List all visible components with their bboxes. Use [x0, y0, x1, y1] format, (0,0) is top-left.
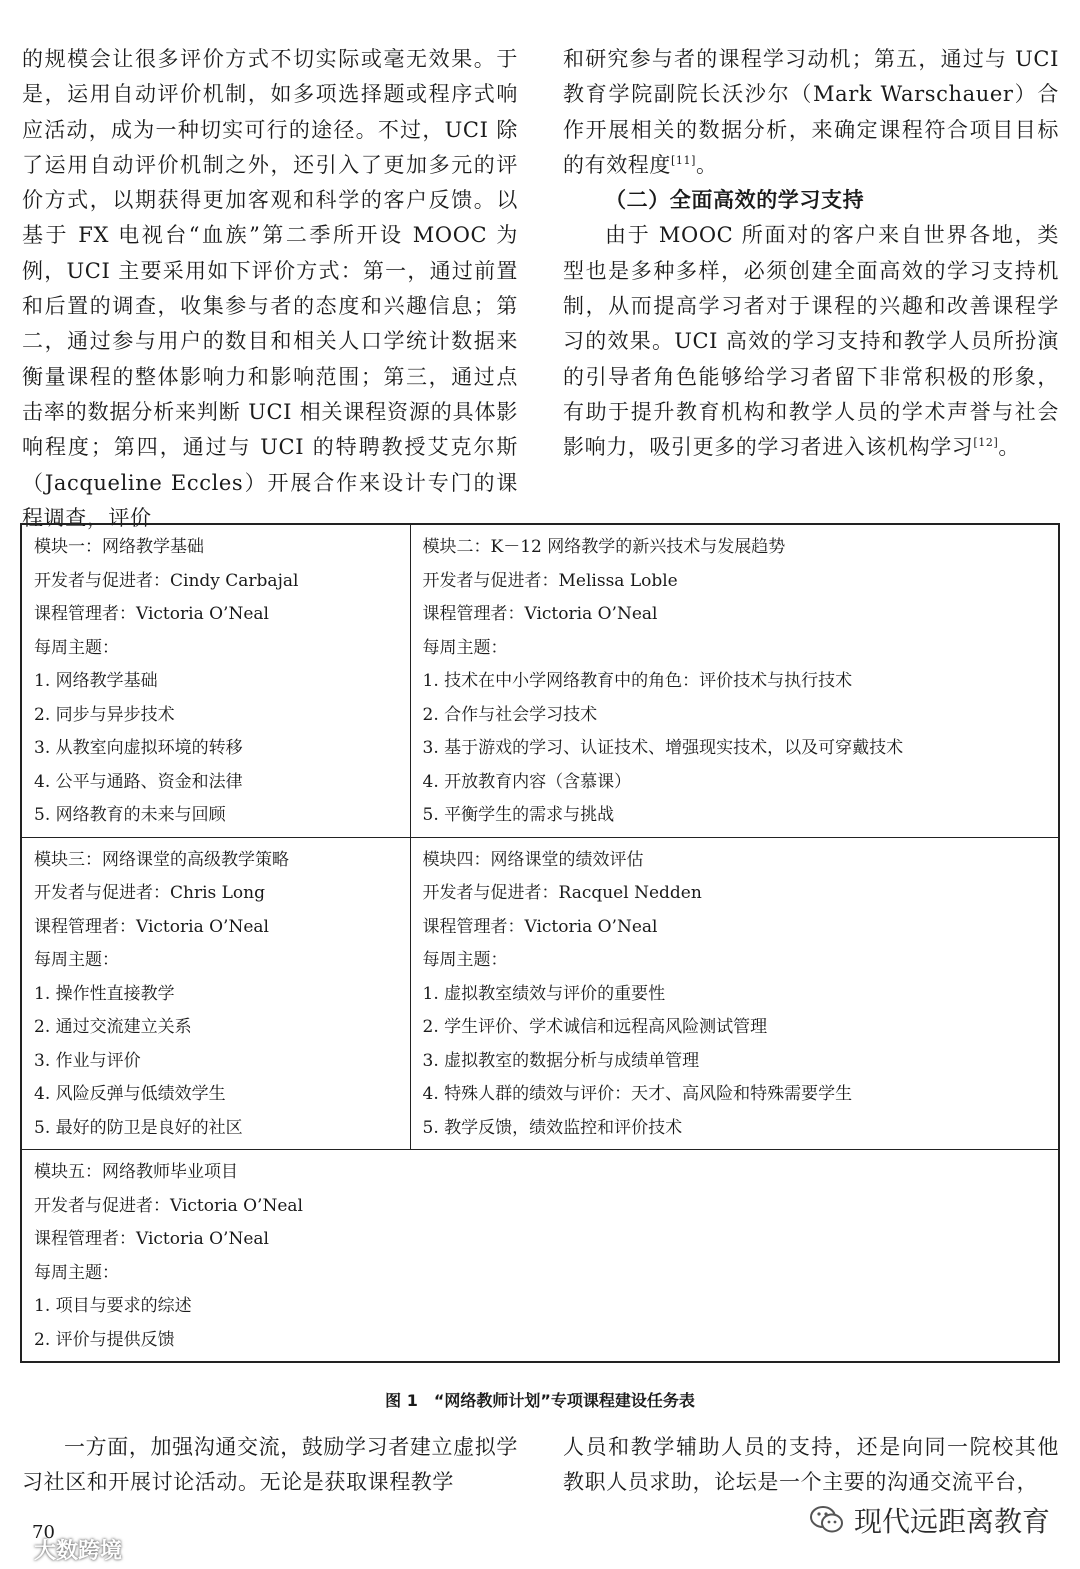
module-developer: 开发者与促进者：Melissa Loble	[422, 570, 678, 591]
module-title: 模块四：网络课堂的绩效评估	[422, 849, 644, 870]
paragraph-end: 。	[998, 435, 1020, 460]
module-topics-label: 每周主题：	[422, 637, 508, 658]
bottom-right-column	[563, 1430, 1059, 1501]
module-developer: 开发者与促进者：Racquel Nedden	[422, 883, 702, 903]
citation-ref: [11]	[671, 153, 696, 167]
module-topics-label: 每周主题：	[422, 950, 508, 970]
module-topic: 4. 公平与通路、资金和法律	[34, 771, 243, 792]
body-paragraph	[563, 42, 1059, 183]
module-title: 模块五：网络教师毕业项目	[34, 1162, 238, 1182]
module-topic: 1. 技术在中小学网络教育中的角色：评价技术与执行技术	[422, 671, 853, 691]
module-topic: 3. 基于游戏的学习、认证技术、增强现实技术，以及可穿戴技术	[422, 738, 904, 758]
module-topics-label: 每周主题：	[34, 1262, 119, 1283]
module-topic: 3. 从教室向虚拟环境的转移	[34, 738, 243, 758]
module-cell	[410, 524, 1059, 837]
module-developer: 开发者与促进者：Victoria O’Neal	[34, 1195, 303, 1216]
wechat-icon	[808, 1504, 846, 1536]
module-topic: 3. 虚拟教室的数据分析与成绩单管理	[422, 1050, 700, 1071]
module-cell	[410, 837, 1059, 1150]
citation-ref: [12]	[973, 436, 999, 450]
top-right-column	[563, 42, 1059, 466]
module-topic: 1. 操作性直接教学	[34, 983, 175, 1004]
module-manager: 课程管理者：Victoria O’Neal	[34, 916, 269, 937]
module-manager: 课程管理者：Victoria O’Neal	[422, 916, 658, 937]
paragraph-text: 和研究参与者的课程学习动机；第五，通过与 UCI 教育学院副院长沃沙尔（Mark Warschauer）合作开展相关的数据分析，来确定课程符合项目目标的有效程度	[563, 47, 1059, 177]
page-number: 70	[32, 1522, 55, 1543]
module-topic: 4. 风险反弹与低绩效学生	[34, 1084, 226, 1104]
top-left-column	[22, 42, 518, 536]
figure-caption: 图 1 “网络教师计划”专项课程建设任务表	[385, 1391, 695, 1410]
table-row	[21, 1150, 1059, 1363]
body-paragraph: 人员和教学辅助人员的支持，还是向同一院校其他教职人员求助，论坛是一个主要的沟通交流平台，	[563, 1435, 1059, 1495]
watermark-left	[0, 1533, 122, 1565]
table-row	[21, 837, 1059, 1150]
module-title: 模块三：网络课堂的高级教学策略	[34, 849, 289, 870]
logo-icon	[0, 1535, 28, 1563]
module-topic: 2. 合作与社会学习技术	[422, 704, 598, 725]
module-developer: 开发者与促进者：Cindy Carbajal	[34, 570, 299, 591]
module-topic: 2. 通过交流建立关系	[34, 1017, 192, 1037]
module-topic: 3. 作业与评价	[34, 1050, 141, 1071]
watermark-right-text: 现代远距离教育	[853, 1505, 1050, 1538]
course-task-table	[20, 523, 1060, 1363]
module-title: 模块二：K－12 网络教学的新兴技术与发展趋势	[422, 537, 786, 557]
module-topic: 4. 特殊人群的绩效与评价：天才、高风险和特殊需要学生	[422, 1084, 853, 1104]
module-topic: 2. 学生评价、学术诚信和远程高风险测试管理	[422, 1017, 768, 1037]
paragraph-end: 。	[695, 152, 718, 177]
watermark-left-text: 大数跨境	[34, 1538, 123, 1564]
module-topic: 5. 网络教育的未来与回顾	[34, 805, 226, 825]
module-topic: 2. 同步与异步技术	[34, 704, 175, 725]
module-topic: 1. 虚拟教室绩效与评价的重要性	[422, 983, 666, 1004]
module-manager: 课程管理者：Victoria O’Neal	[422, 604, 658, 624]
paragraph-text: 由于 MOOC 所面对的客户来自世界各地，类型也是多种多样，必须创建全面高效的学习支持机制，从而提高学习者对于课程的兴趣和改善课程学习的效果。UCI 高效的学习支持和教学人员所扮演的引导者角色能够给学习者留下非常积极的形象，有助于提升教育机构和教学人员的学术声誉与社会影响力，吸引更多的学习者进入该机构学习	[563, 223, 1059, 460]
module-topic: 5. 最好的防卫是良好的社区	[34, 1117, 243, 1138]
module-topic: 4. 开放教育内容（含慕课）	[422, 771, 632, 792]
module-topics-label: 每周主题：	[34, 637, 119, 658]
watermark-right	[802, 1498, 1054, 1542]
body-paragraph	[563, 218, 1059, 465]
table-row	[21, 524, 1059, 837]
bottom-left-column	[22, 1430, 518, 1501]
module-topic: 2. 评价与提供反馈	[34, 1329, 175, 1350]
module-cell	[21, 524, 410, 837]
body-paragraph: 的规模会让很多评价方式不切实际或毫无效果。于是，运用自动评价机制，如多项选择题或程序式响应活动，成为一种切实可行的途径。不过，UCI 除了运用自动评价机制之外，还引入了更加多元的评价方式，以期获得更加客观和科学的客户反馈。以基于 FX 电视台“血族”第二季所开设 MOOC 为例，UCI 主要采用如下评价方式：第一，通过前置和后置的调查，收集参与者的态度和兴趣信息；第二，通过参与用户的数目和相关人口学统计数据来衡量课程的整体影响力和影响范围；第三，通过点击率的数据分析来判断 UCI 相关课程资源的具体影响程度；第四，通过与 UCI 的特聘教授艾克尔斯（Jacqueline Eccles）开展合作来设计专门的课程调查，评价	[22, 47, 518, 530]
body-paragraph: 一方面，加强沟通交流，鼓励学习者建立虚拟学习社区和开展讨论活动。无论是获取课程教学	[22, 1435, 518, 1495]
module-topic: 1. 项目与要求的综述	[34, 1296, 192, 1316]
module-topics-label: 每周主题：	[34, 950, 119, 970]
module-topic: 1. 网络教学基础	[34, 671, 158, 691]
module-cell	[21, 1150, 1059, 1363]
module-developer: 开发者与促进者：Chris Long	[34, 883, 266, 903]
module-topic: 5. 平衡学生的需求与挑战	[422, 805, 615, 825]
module-manager: 课程管理者：Victoria O’Neal	[34, 1229, 269, 1249]
module-cell	[21, 837, 410, 1150]
section-subheading: （二）全面高效的学习支持	[605, 188, 865, 213]
module-manager: 课程管理者：Victoria O’Neal	[34, 604, 269, 624]
module-title: 模块一：网络教学基础	[34, 537, 204, 557]
module-topic: 5. 教学反馈，绩效监控和评价技术	[422, 1117, 683, 1138]
